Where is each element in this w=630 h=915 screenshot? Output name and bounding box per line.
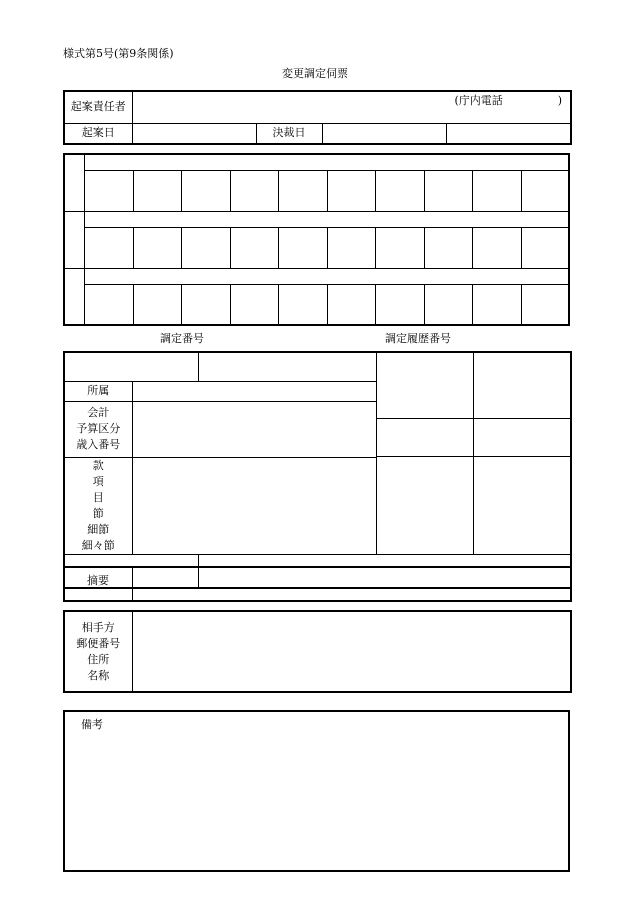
approval-group-label	[64, 268, 84, 325]
budget-item-label	[64, 457, 132, 554]
budget-item-field[interactable]	[132, 457, 376, 554]
form-number: 様式第5号(第9条関係)	[63, 47, 174, 60]
decision-date-field[interactable]	[322, 123, 446, 144]
moku-label: 目	[92, 490, 104, 504]
seal-cell[interactable]	[278, 284, 327, 325]
counterparty-title: 相手方	[81, 620, 115, 634]
seal-cell[interactable]	[278, 170, 327, 211]
setsu-label: 節	[92, 506, 104, 520]
seal-cell[interactable]	[375, 170, 424, 211]
summary-table	[63, 566, 572, 602]
seal-cell[interactable]	[84, 284, 133, 325]
postal-code-label: 郵便番号	[76, 636, 121, 650]
approval-title-cell[interactable]	[84, 268, 569, 284]
history-cell[interactable]	[376, 352, 473, 418]
seal-cell[interactable]	[133, 284, 181, 325]
assessment-history-no-label: 調定履歴番号	[385, 332, 451, 345]
seal-cell[interactable]	[84, 227, 133, 268]
revenue-no-label: 歳入番号	[76, 438, 121, 451]
seal-cell[interactable]	[375, 227, 424, 268]
seal-cell[interactable]	[521, 227, 569, 268]
account-label: 会計	[87, 406, 110, 419]
seal-cell[interactable]	[472, 227, 521, 268]
seal-cell[interactable]	[181, 284, 230, 325]
summary-label: 摘要	[64, 567, 132, 601]
seal-cell[interactable]	[181, 170, 230, 211]
assessment-no-field-2[interactable]	[198, 352, 376, 381]
history-cell[interactable]	[473, 352, 571, 418]
seal-cell[interactable]	[230, 284, 278, 325]
approval-group-label	[64, 154, 84, 211]
counterparty-field[interactable]	[132, 611, 571, 692]
accounting-field[interactable]	[132, 401, 376, 457]
seal-cell[interactable]	[230, 170, 278, 211]
header-table	[63, 90, 572, 145]
seal-cell[interactable]	[472, 284, 521, 325]
affiliation-label: 所属	[64, 381, 132, 401]
seal-cell[interactable]	[327, 284, 375, 325]
seal-cell[interactable]	[230, 227, 278, 268]
approval-title-cell[interactable]	[84, 154, 569, 170]
seal-cell[interactable]	[521, 170, 569, 211]
remarks-field[interactable]	[64, 711, 569, 871]
assessment-no-field[interactable]	[64, 352, 198, 381]
seal-cell[interactable]	[181, 227, 230, 268]
decision-date-label: 決裁日	[256, 123, 322, 144]
remarks-table	[63, 710, 570, 872]
phone-label: (庁内電話 )	[454, 94, 563, 107]
kan-label: 款	[92, 458, 104, 472]
name-label: 名称	[87, 668, 110, 682]
approval-title-cell[interactable]	[84, 211, 569, 227]
draft-date-field[interactable]	[132, 123, 256, 144]
drafter-label: 起案責任者	[64, 91, 132, 123]
affiliation-field[interactable]	[132, 381, 376, 401]
seal-cell[interactable]	[133, 170, 181, 211]
approval-group-label	[64, 211, 84, 268]
seal-cell[interactable]	[521, 284, 569, 325]
history-cell[interactable]	[473, 418, 571, 456]
seal-cell[interactable]	[375, 284, 424, 325]
counterparty-table	[63, 610, 572, 693]
seal-cell[interactable]	[424, 284, 472, 325]
detail-table	[63, 351, 572, 589]
form-title: 変更調定伺票	[282, 67, 348, 80]
draft-date-label: 起案日	[64, 123, 132, 144]
seal-cell[interactable]	[327, 227, 375, 268]
history-cell[interactable]	[473, 456, 571, 554]
seal-cell[interactable]	[278, 227, 327, 268]
counterparty-label	[64, 611, 132, 692]
summary-field[interactable]	[132, 567, 571, 601]
saisetsu-label: 細節	[87, 522, 110, 536]
saisaisetsu-label: 細々節	[81, 538, 115, 552]
seal-cell[interactable]	[424, 170, 472, 211]
seal-cell[interactable]	[133, 227, 181, 268]
accounting-label	[64, 401, 132, 457]
seal-cell[interactable]	[472, 170, 521, 211]
history-cell[interactable]	[376, 456, 473, 554]
seal-cell[interactable]	[327, 170, 375, 211]
budget-class-label: 予算区分	[76, 422, 121, 435]
assessment-no-label: 調定番号	[160, 332, 204, 345]
drafter-field[interactable]	[132, 91, 571, 123]
kou-label: 項	[92, 474, 104, 488]
address-label: 住所	[87, 652, 110, 666]
seal-cell[interactable]	[424, 227, 472, 268]
remarks-label: 備考	[81, 718, 103, 731]
seal-cell[interactable]	[84, 170, 133, 211]
extra-date-field[interactable]	[446, 123, 571, 144]
approval-grid	[63, 153, 570, 326]
history-cell[interactable]	[376, 418, 473, 456]
